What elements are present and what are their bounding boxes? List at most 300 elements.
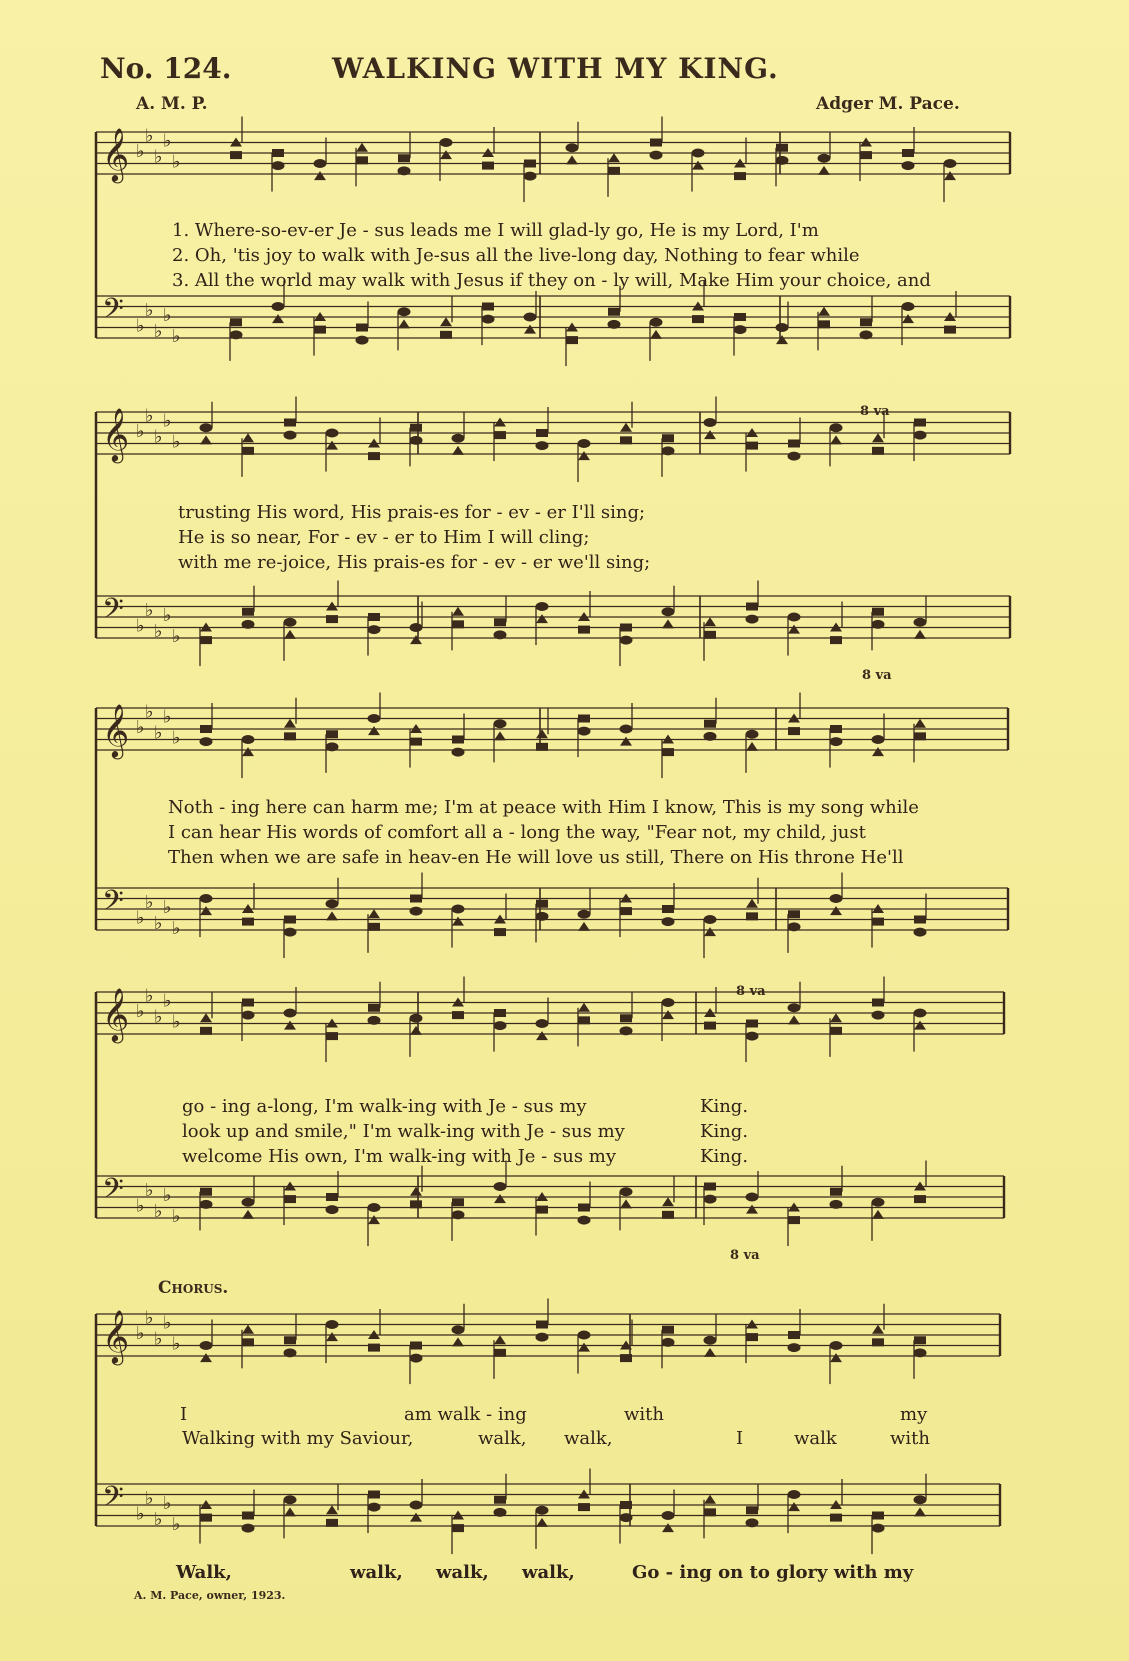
note-head	[410, 907, 423, 916]
note-head	[494, 719, 507, 728]
note-head	[662, 1211, 674, 1219]
note-head	[746, 1032, 759, 1041]
note-head	[818, 307, 830, 316]
chorus-bass-walk-2: walk,	[350, 1562, 403, 1583]
verse-1-line-4: go - ing a-long, I'm walk-ing with Je - sus my	[182, 1096, 587, 1117]
note-head	[788, 1490, 801, 1499]
note-head	[326, 441, 338, 450]
note-head	[608, 320, 621, 329]
note-head	[230, 318, 242, 326]
note-head	[788, 440, 800, 448]
note-head	[242, 1325, 254, 1334]
note-head	[536, 602, 549, 611]
bass-clef: 𝄢	[102, 1480, 124, 1521]
note-head	[452, 917, 464, 926]
flat-sign: ♭	[154, 146, 163, 168]
note-head	[776, 156, 789, 165]
note-head	[620, 907, 632, 915]
note-head	[326, 742, 339, 751]
flat-sign: ♭	[172, 1514, 181, 1535]
note-head	[872, 1512, 884, 1520]
note-head	[242, 735, 255, 744]
flat-sign: ♭	[172, 151, 181, 173]
flat-sign: ♭	[163, 410, 172, 432]
flat-sign: ♭	[136, 1195, 145, 1217]
note-head	[410, 1014, 423, 1023]
note-head	[536, 1031, 548, 1040]
note-head	[692, 149, 705, 158]
note-head	[440, 150, 452, 159]
note-head	[326, 1032, 338, 1040]
note-head	[398, 166, 411, 175]
note-head	[818, 320, 830, 328]
flat-sign: ♭	[172, 626, 181, 647]
note-head	[872, 1524, 885, 1533]
note-head	[242, 999, 254, 1007]
note-head	[536, 441, 549, 450]
note-head	[914, 1348, 927, 1357]
note-head	[788, 1216, 800, 1224]
note-head	[326, 429, 339, 438]
note-head	[746, 742, 758, 751]
note-head	[776, 144, 788, 152]
note-head	[662, 1197, 674, 1206]
note-head	[776, 335, 788, 344]
verse-1-line-1: 1. Where-so-ev-er Je - sus leads me I will glad-ly go, He is my Lord, I'm	[172, 220, 819, 241]
note-head	[284, 1495, 297, 1504]
note-head	[536, 729, 548, 738]
note-head	[620, 423, 632, 432]
note-head	[242, 608, 254, 616]
note-head	[452, 1198, 464, 1206]
note-head	[662, 905, 674, 913]
note-head	[578, 451, 590, 460]
note-head	[662, 434, 674, 442]
note-head	[242, 447, 254, 455]
note-head	[830, 906, 842, 915]
note-head	[914, 1195, 926, 1203]
note-head	[410, 1342, 422, 1350]
chorus-word-am-walking: am walk - ing	[404, 1404, 527, 1425]
note-head	[704, 1022, 716, 1030]
note-head	[914, 431, 927, 440]
note-head	[272, 161, 285, 170]
chorus-bass-walk-1: Walk,	[176, 1562, 232, 1583]
chorus-word-with: with	[624, 1404, 664, 1425]
note-head	[902, 149, 914, 157]
note-head	[284, 630, 296, 639]
note-head	[536, 900, 548, 908]
note-head	[692, 315, 704, 323]
note-head	[578, 1003, 590, 1012]
note-head	[620, 1187, 633, 1196]
note-head	[578, 626, 590, 634]
note-head	[536, 1321, 548, 1329]
note-head	[356, 324, 368, 332]
note-head	[662, 619, 674, 628]
note-head	[326, 1320, 339, 1329]
note-head	[494, 1496, 506, 1504]
verse-3-end-word: King.	[700, 1146, 749, 1167]
note-head	[494, 630, 507, 639]
note-head	[368, 714, 381, 723]
flat-sign: ♭	[172, 1011, 181, 1033]
note-head	[242, 1338, 254, 1346]
flat-sign: ♭	[163, 305, 172, 326]
note-head	[494, 928, 506, 936]
note-head	[662, 917, 675, 926]
note-head	[830, 1200, 843, 1209]
note-head	[746, 615, 759, 624]
note-head	[536, 1019, 549, 1028]
note-head	[620, 1199, 632, 1208]
note-head	[284, 1348, 297, 1357]
note-head	[536, 614, 548, 623]
flat-sign: ♭	[136, 315, 145, 337]
note-head	[524, 313, 537, 322]
hymn-title: WALKING WITH MY KING.	[332, 52, 779, 85]
note-head	[368, 1203, 381, 1212]
verse-3-line-2: with me re-joice, His prais-es for - ev - er we'll sing;	[178, 552, 651, 573]
chorus-middle-phrase: Walking with my Saviour,	[182, 1428, 414, 1449]
note-head	[650, 330, 662, 339]
verse-1-end-word: King.	[700, 1096, 749, 1117]
chorus-middle-with: with	[890, 1428, 930, 1449]
flat-sign: ♭	[136, 1503, 145, 1525]
note-head	[482, 315, 495, 324]
note-head	[242, 1512, 254, 1520]
flat-sign: ♭	[154, 320, 163, 342]
note-head	[314, 326, 326, 334]
note-head	[200, 737, 213, 746]
note-head	[914, 419, 926, 427]
note-head	[872, 1198, 885, 1207]
note-head	[452, 607, 464, 616]
flat-sign: ♭	[154, 912, 163, 934]
flat-sign: ♭	[154, 1328, 163, 1350]
note-head	[326, 1505, 338, 1514]
note-head	[830, 1188, 842, 1196]
flat-sign: ♭	[145, 891, 154, 913]
note-head	[200, 725, 212, 733]
flat-sign: ♭	[154, 620, 163, 642]
note-head	[284, 1507, 296, 1516]
note-head	[788, 922, 801, 931]
note-head	[536, 1506, 549, 1515]
note-head	[578, 1343, 590, 1352]
note-head	[368, 452, 380, 460]
note-head	[410, 1501, 423, 1510]
note-head	[200, 423, 213, 432]
note-head	[872, 918, 884, 926]
chorus-bass-walk-4: walk,	[522, 1562, 575, 1583]
note-head	[452, 434, 465, 443]
flat-sign: ♭	[172, 1206, 181, 1227]
note-head	[284, 928, 297, 937]
flat-sign: ♭	[163, 897, 172, 918]
note-head	[704, 617, 716, 626]
note-head	[902, 302, 915, 311]
note-head	[650, 139, 662, 147]
note-head	[440, 138, 453, 147]
note-head	[620, 436, 632, 444]
note-head	[578, 715, 590, 723]
chorus-middle-i: I	[736, 1428, 744, 1449]
note-head	[230, 330, 243, 339]
note-head	[410, 738, 422, 746]
note-head	[482, 162, 494, 170]
note-head	[494, 1335, 506, 1344]
chorus-middle-walk-3: walk	[794, 1428, 837, 1449]
note-head	[830, 1353, 842, 1362]
note-head	[242, 1210, 254, 1219]
lyricist-initials: A. M. P.	[136, 94, 208, 114]
note-head	[494, 618, 506, 626]
note-head	[524, 325, 536, 334]
note-head	[368, 726, 380, 735]
flat-sign: ♭	[136, 907, 145, 929]
flat-sign: ♭	[136, 717, 145, 738]
note-head	[200, 1353, 212, 1362]
flat-sign: ♭	[145, 405, 154, 427]
note-head	[452, 905, 465, 914]
composer-name: Adger M. Pace.	[816, 94, 960, 114]
note-head	[578, 1204, 590, 1212]
note-head	[746, 1506, 758, 1514]
flat-sign: ♭	[154, 1006, 163, 1028]
note-head	[860, 151, 872, 159]
note-head	[704, 732, 717, 741]
note-head	[788, 1331, 800, 1339]
note-head	[944, 171, 956, 180]
note-head	[914, 1507, 926, 1516]
note-head	[578, 1016, 590, 1024]
flat-sign: ♭	[172, 727, 181, 749]
note-head	[872, 433, 884, 442]
note-head	[746, 899, 758, 908]
octave-mark-bass-4: 8 va	[730, 1248, 760, 1263]
note-head	[620, 1026, 633, 1035]
note-head	[788, 1502, 800, 1511]
copyright-notice: A. M. Pace, owner, 1923.	[134, 1589, 286, 1602]
note-head	[608, 167, 620, 175]
note-head	[566, 155, 578, 164]
note-head	[536, 1206, 548, 1214]
note-head	[902, 314, 914, 323]
verse-2-line-2: He is so near, For - ev - er to Him I will cling;	[178, 527, 590, 548]
treble-clef: 𝄞	[102, 406, 130, 461]
note-head	[608, 153, 620, 162]
note-head	[746, 1205, 758, 1214]
note-head	[326, 911, 338, 920]
verse-1-line-3: Noth - ing here can harm me; I'm at peace with Him I know, This is my song while	[168, 797, 919, 818]
note-head	[494, 1508, 507, 1517]
flat-sign: ♭	[163, 1185, 172, 1206]
note-head	[326, 730, 338, 738]
octave-mark-treble-4: 8 va	[736, 984, 766, 999]
note-head	[536, 1333, 549, 1342]
note-head	[368, 1016, 381, 1025]
flat-sign: ♭	[145, 299, 154, 321]
note-head	[578, 910, 591, 919]
bass-clef: 𝄢	[102, 592, 124, 633]
note-head	[410, 1513, 422, 1522]
note-head	[200, 435, 212, 444]
note-head	[830, 894, 843, 903]
note-head	[410, 1187, 422, 1196]
note-head	[326, 615, 338, 623]
note-head	[494, 1182, 507, 1191]
note-head	[452, 446, 464, 455]
note-head	[746, 1518, 759, 1527]
note-head	[650, 151, 663, 160]
note-head	[818, 154, 831, 163]
chorus-middle-walk-1: walk,	[478, 1428, 527, 1449]
note-head	[872, 608, 884, 616]
flat-sign: ♭	[163, 130, 172, 152]
note-head	[914, 1021, 926, 1030]
note-head	[284, 719, 296, 728]
verse-2-line-4: look up and smile," I'm walk-ing with Je - sus my	[182, 1121, 625, 1142]
note-head	[620, 1513, 633, 1522]
verse-3-line-4: welcome His own, I'm walk-ing with Je - sus my	[182, 1146, 617, 1167]
note-head	[368, 1215, 380, 1224]
note-head	[242, 433, 254, 442]
flat-sign: ♭	[163, 990, 172, 1012]
verse-2-end-word: King.	[700, 1121, 749, 1142]
note-head	[578, 439, 591, 448]
note-head	[662, 1010, 674, 1019]
note-head	[830, 725, 842, 733]
note-head	[914, 916, 926, 924]
note-head	[284, 916, 296, 924]
note-head	[410, 424, 422, 432]
note-head	[440, 331, 452, 339]
octave-mark-treble-2: 8 va	[860, 404, 890, 419]
note-head	[830, 737, 843, 746]
note-head	[704, 1348, 716, 1357]
note-head	[872, 747, 884, 756]
note-head	[566, 336, 578, 344]
note-head	[314, 171, 326, 180]
note-head	[578, 1216, 591, 1225]
note-head	[326, 1205, 339, 1214]
flat-sign: ♭	[172, 431, 181, 453]
note-head	[452, 1210, 465, 1219]
note-head	[368, 1503, 381, 1512]
note-head	[326, 1519, 338, 1527]
note-head	[914, 1009, 927, 1018]
flat-sign: ♭	[154, 722, 163, 744]
note-head	[452, 620, 464, 628]
note-head	[314, 159, 327, 168]
note-head	[452, 1011, 464, 1019]
note-head	[914, 732, 926, 740]
note-head	[452, 1524, 464, 1532]
note-head	[242, 1011, 255, 1020]
note-head	[746, 912, 758, 920]
note-head	[368, 923, 380, 931]
note-head	[566, 143, 579, 152]
flat-sign: ♭	[136, 1001, 145, 1022]
note-head	[284, 1021, 296, 1030]
note-head	[452, 748, 465, 757]
note-head	[452, 736, 464, 744]
note-head	[200, 1341, 213, 1350]
note-head	[620, 1354, 632, 1362]
note-head	[734, 172, 746, 180]
flat-sign: ♭	[172, 326, 181, 347]
note-head	[620, 1501, 632, 1509]
note-head	[818, 166, 830, 175]
note-head	[704, 915, 717, 924]
note-head	[284, 1195, 296, 1203]
chorus-label: Chorus.	[158, 1278, 229, 1298]
note-head	[830, 435, 842, 444]
note-head	[494, 731, 506, 740]
note-head	[746, 730, 759, 739]
note-head	[242, 620, 255, 629]
note-head	[482, 303, 494, 311]
note-head	[734, 313, 746, 321]
note-head	[608, 308, 620, 316]
note-head	[914, 1336, 926, 1344]
note-head	[662, 607, 675, 616]
note-head	[326, 899, 339, 908]
flat-sign: ♭	[145, 1307, 154, 1329]
note-head	[200, 1188, 212, 1196]
note-head	[410, 635, 422, 644]
note-head	[914, 928, 927, 937]
verse-3-line-1: 3. All the world may walk with Jesus if they on - ly will, Make Him your choice, and	[172, 270, 931, 291]
note-head	[860, 318, 872, 326]
flat-sign: ♭	[136, 421, 145, 442]
note-head	[410, 1200, 422, 1208]
note-head	[704, 1195, 717, 1204]
note-head	[788, 727, 800, 735]
note-head	[872, 1011, 885, 1020]
note-head	[494, 1194, 506, 1203]
note-head	[704, 1508, 716, 1516]
note-head	[788, 452, 801, 461]
note-head	[704, 418, 717, 427]
bass-clef: 𝄢	[102, 884, 124, 925]
note-head	[284, 419, 296, 427]
note-head	[356, 143, 368, 152]
note-head	[452, 1325, 465, 1334]
note-head	[872, 735, 885, 744]
note-head	[368, 1004, 380, 1012]
note-head	[368, 909, 380, 918]
note-head	[620, 737, 632, 746]
note-head	[746, 1333, 758, 1341]
note-head	[704, 927, 716, 936]
note-head	[524, 172, 537, 181]
note-head	[524, 160, 536, 168]
note-head	[410, 1026, 422, 1035]
note-head	[830, 636, 842, 644]
note-head	[242, 747, 254, 756]
treble-clef: 𝄞	[102, 702, 130, 757]
note-head	[494, 1009, 506, 1017]
note-head	[830, 1341, 843, 1350]
flat-sign: ♭	[154, 426, 163, 448]
note-head	[914, 618, 927, 627]
note-head	[788, 625, 800, 634]
note-head	[356, 156, 368, 164]
note-head	[200, 1013, 212, 1022]
note-head	[536, 1518, 548, 1527]
